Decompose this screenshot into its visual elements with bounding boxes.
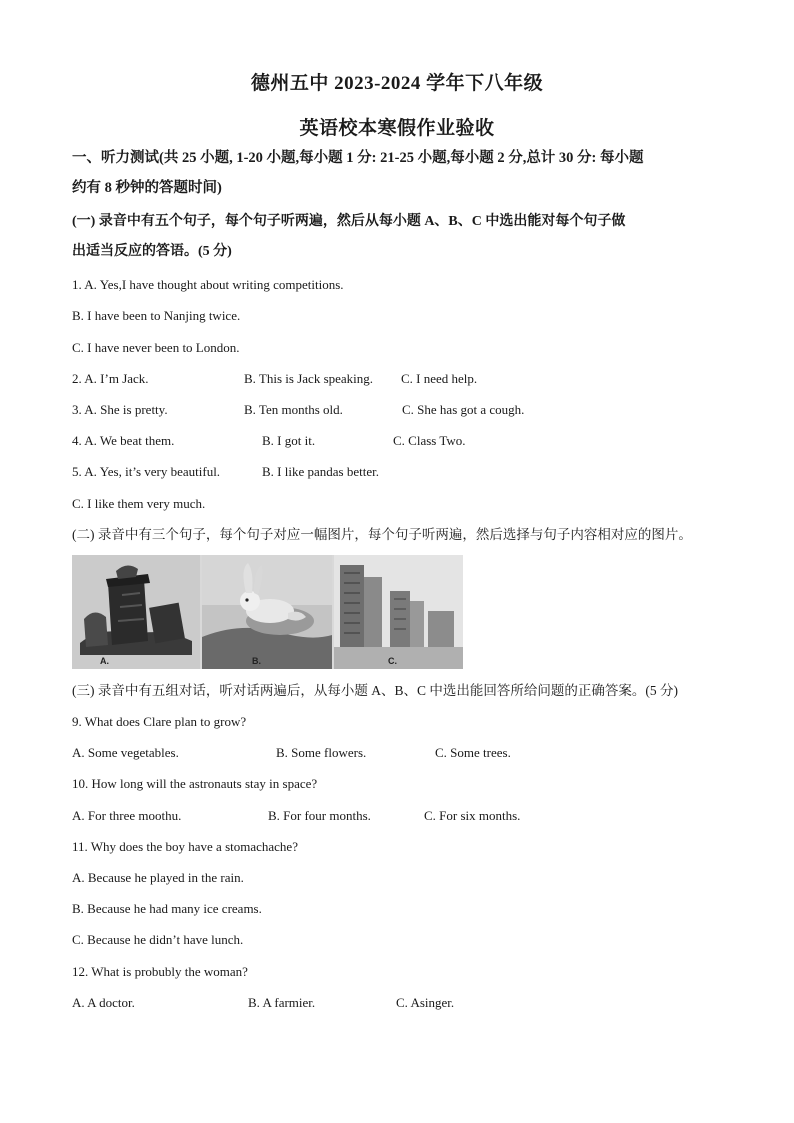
picture-c — [334, 555, 463, 669]
picture-a-label: A. — [100, 656, 109, 666]
trash-bin-illustration — [72, 555, 200, 669]
part2-instruction: (二) 录音中有三个句子，每个句子对应一幅图片，每个句子听两遍，然后选择与句子内容相对应的图片。 — [72, 527, 692, 542]
q4-option-c: C. Class Two. — [393, 433, 466, 448]
exam-title-line1: 德州五中 2023-2024 学年下八年级 — [250, 73, 544, 94]
q3-option-c: C. She has got a cough. — [402, 402, 525, 417]
q1-option-a: 1. A. Yes,I have thought about writing competitions. — [72, 277, 344, 292]
picture-a — [72, 555, 200, 669]
picture-b — [202, 555, 332, 669]
picture-b-label: B. — [252, 656, 261, 666]
q4-option-a: 4. A. We beat them. — [72, 433, 175, 448]
q12-question: 12. What is probubly the woman? — [72, 964, 248, 979]
q11-option-a: A. Because he played in the rain. — [72, 870, 244, 885]
section-listening-heading — [72, 143, 722, 203]
q5-option-b: B. I like pandas better. — [262, 464, 379, 479]
q12-option-a: A. A doctor. — [72, 995, 135, 1010]
q11-option-c: C. Because he didn’t have lunch. — [72, 932, 244, 947]
buildings-illustration — [334, 555, 463, 669]
part1-instruction-line1: (一) 录音中有五个句子，每个句子听两遍，然后从每小题 A、B、C 中选出能对每个句子做 — [72, 214, 626, 229]
part3-instruction: (三) 录音中有五组对话，听对话两遍后，从每小题 A、B、C 中选出能回答所给问题的正确答案。(5 分) — [72, 683, 678, 698]
q12-option-b: B. A farmier. — [248, 995, 316, 1010]
rabbit-illustration — [202, 555, 332, 669]
q11-question: 11. Why does the boy have a stomachache? — [72, 839, 298, 854]
q9-question: 9. What does Clare plan to grow? — [72, 714, 247, 729]
picture-strip — [72, 555, 463, 669]
exam-title-line2: 英语校本寒假作业验收 — [299, 118, 495, 139]
q11-option-b: B. Because he had many ice creams. — [72, 901, 262, 916]
picture-c-label: C. — [388, 656, 397, 666]
q10-option-c: C. For six months. — [424, 808, 521, 823]
q4-option-b: B. I got it. — [262, 433, 316, 448]
q12-option-c: C. Asinger. — [396, 995, 455, 1010]
section-heading-line2: 约有 8 秒钟的答题时间) — [72, 180, 222, 196]
q5-option-a: 5. A. Yes, it’s very beautiful. — [72, 464, 221, 479]
q9-option-b: B. Some flowers. — [276, 745, 367, 760]
q2-option-c: C. I need help. — [401, 371, 478, 386]
q5-option-c: C. I like them very much. — [72, 496, 206, 511]
q9-option-c: C. Some trees. — [435, 745, 511, 760]
q2-option-b: B. This is Jack speaking. — [244, 371, 374, 386]
q3-option-a: 3. A. She is pretty. — [72, 402, 168, 417]
q3-option-b: B. Ten months old. — [244, 402, 343, 417]
q9-option-a: A. Some vegetables. — [72, 745, 179, 760]
q10-option-a: A. For three moothu. — [72, 808, 182, 823]
q2-option-a: 2. A. I’m Jack. — [72, 371, 149, 386]
section-heading-line1: 一、听力测试(共 25 小题, 1-20 小题,每小题 1 分: 21-25 小题,每小题 2 分,总计 30 分: 每小题 — [72, 150, 644, 166]
q1-option-b: B. I have been to Nanjing twice. — [72, 308, 241, 323]
part1-instruction — [72, 207, 722, 267]
part1-instruction-line2: 出适当反应的答语。(5 分) — [72, 244, 232, 259]
q1-option-c: C. I have never been to London. — [72, 340, 240, 355]
q10-option-b: B. For four months. — [268, 808, 371, 823]
q10-question: 10. How long will the astronauts stay in space? — [72, 776, 318, 791]
